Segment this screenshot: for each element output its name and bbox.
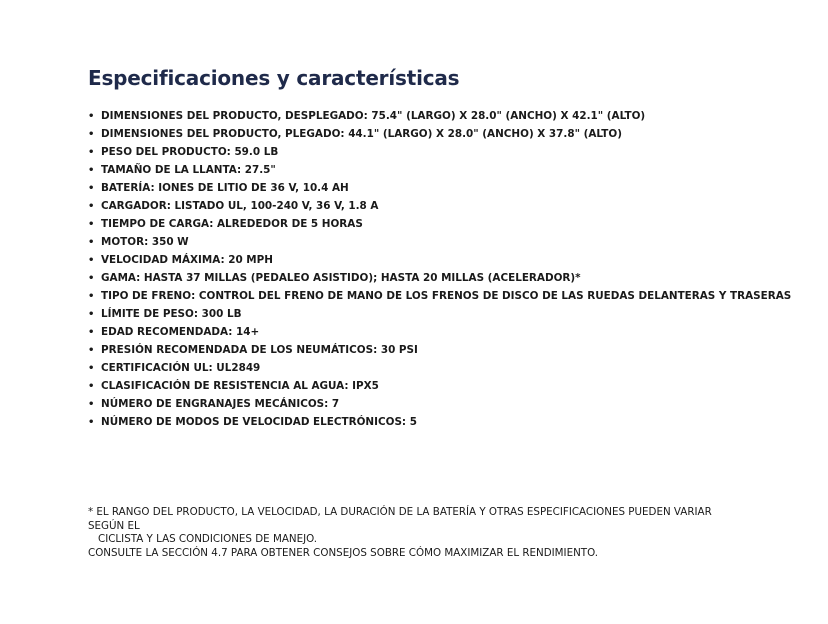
page-title: Especificaciones y características (88, 66, 460, 90)
spec-text: CERTIFICACIÓN UL: UL2849 (101, 362, 261, 374)
spec-item (88, 305, 791, 323)
bullet-icon: • (88, 417, 95, 428)
spec-item (88, 413, 791, 431)
bullet-icon: • (88, 111, 95, 122)
bullet-icon: • (88, 165, 95, 176)
spec-text: BATERÍA: IONES DE LITIO DE 36 V, 10.4 AH (101, 182, 349, 194)
spec-text: PESO DEL PRODUCTO: 59.0 LB (101, 146, 279, 158)
bullet-icon: • (88, 201, 95, 212)
spec-text: LÍMITE DE PESO: 300 LB (101, 308, 242, 320)
bullet-icon: • (88, 273, 95, 284)
spec-item (88, 341, 791, 359)
spec-text: NÚMERO DE MODOS DE VELOCIDAD ELECTRÓNICOS: 5 (101, 416, 417, 428)
spec-text: GAMA: HASTA 37 MILLAS (PEDALEO ASISTIDO); HASTA 20 MILLAS (ACELERADOR)* (101, 272, 581, 284)
spec-item (88, 233, 791, 251)
spec-text: VELOCIDAD MÁXIMA: 20 MPH (101, 254, 273, 266)
bullet-icon: • (88, 363, 95, 374)
spec-item (88, 161, 791, 179)
spec-text: NÚMERO DE ENGRANAJES MECÁNICOS: 7 (101, 398, 340, 410)
spec-item (88, 107, 791, 125)
bullet-icon: • (88, 129, 95, 140)
spec-text: PRESIÓN RECOMENDADA DE LOS NEUMÁTICOS: 30 PSI (101, 344, 418, 356)
spec-item (88, 143, 791, 161)
spec-item (88, 251, 791, 269)
spec-item (88, 287, 791, 305)
spec-item (88, 197, 791, 215)
footnote-line-2: CICLISTA Y LAS CONDICIONES DE MANEJO. (98, 533, 318, 545)
bullet-icon: • (88, 399, 95, 410)
spec-item (88, 215, 791, 233)
spec-text: TAMAÑO DE LA LLANTA: 27.5" (101, 164, 276, 176)
spec-item (88, 359, 791, 377)
specifications-list (88, 107, 791, 431)
footnote (88, 506, 748, 560)
bullet-icon: • (88, 237, 95, 248)
bullet-icon: • (88, 381, 95, 392)
bullet-icon: • (88, 291, 95, 302)
bullet-icon: • (88, 147, 95, 158)
spec-item (88, 377, 791, 395)
spec-text: EDAD RECOMENDADA: 14+ (101, 326, 260, 338)
spec-item (88, 323, 791, 341)
bullet-icon: • (88, 219, 95, 230)
spec-item (88, 179, 791, 197)
footnote-line-3: CONSULTE LA SECCIÓN 4.7 PARA OBTENER CONSEJOS SOBRE CÓMO MAXIMIZAR EL RENDIMIENTO. (88, 546, 599, 559)
spec-text: CARGADOR: LISTADO UL, 100-240 V, 36 V, 1.8 A (101, 200, 379, 212)
spec-text: DIMENSIONES DEL PRODUCTO, PLEGADO: 44.1" (LARGO) X 28.0" (ANCHO) X 37.8" (ALTO) (101, 128, 622, 140)
spec-item (88, 125, 791, 143)
bullet-icon: • (88, 327, 95, 338)
bullet-icon: • (88, 183, 95, 194)
spec-text: TIEMPO DE CARGA: ALREDEDOR DE 5 HORAS (101, 218, 363, 230)
spec-item (88, 395, 791, 413)
spec-text: TIPO DE FRENO: CONTROL DEL FRENO DE MANO DE LOS FRENOS DE DISCO DE LAS RUEDAS DELANTERAS Y TRASERAS (101, 290, 792, 302)
bullet-icon: • (88, 255, 95, 266)
bullet-icon: • (88, 345, 95, 356)
spec-text: DIMENSIONES DEL PRODUCTO, DESPLEGADO: 75.4" (LARGO) X 28.0" (ANCHO) X 42.1" (ALTO) (101, 110, 646, 122)
footnote-line-1: * EL RANGO DEL PRODUCTO, LA VELOCIDAD, LA DURACIÓN DE LA BATERÍA Y OTRAS ESPECIFICACIONES PUEDEN VARIAR SEGÚN EL (88, 506, 712, 532)
spec-text: CLASIFICACIÓN DE RESISTENCIA AL AGUA: IPX5 (101, 380, 379, 392)
spec-item (88, 269, 791, 287)
spec-text: MOTOR: 350 W (101, 236, 189, 248)
bullet-icon: • (88, 309, 95, 320)
